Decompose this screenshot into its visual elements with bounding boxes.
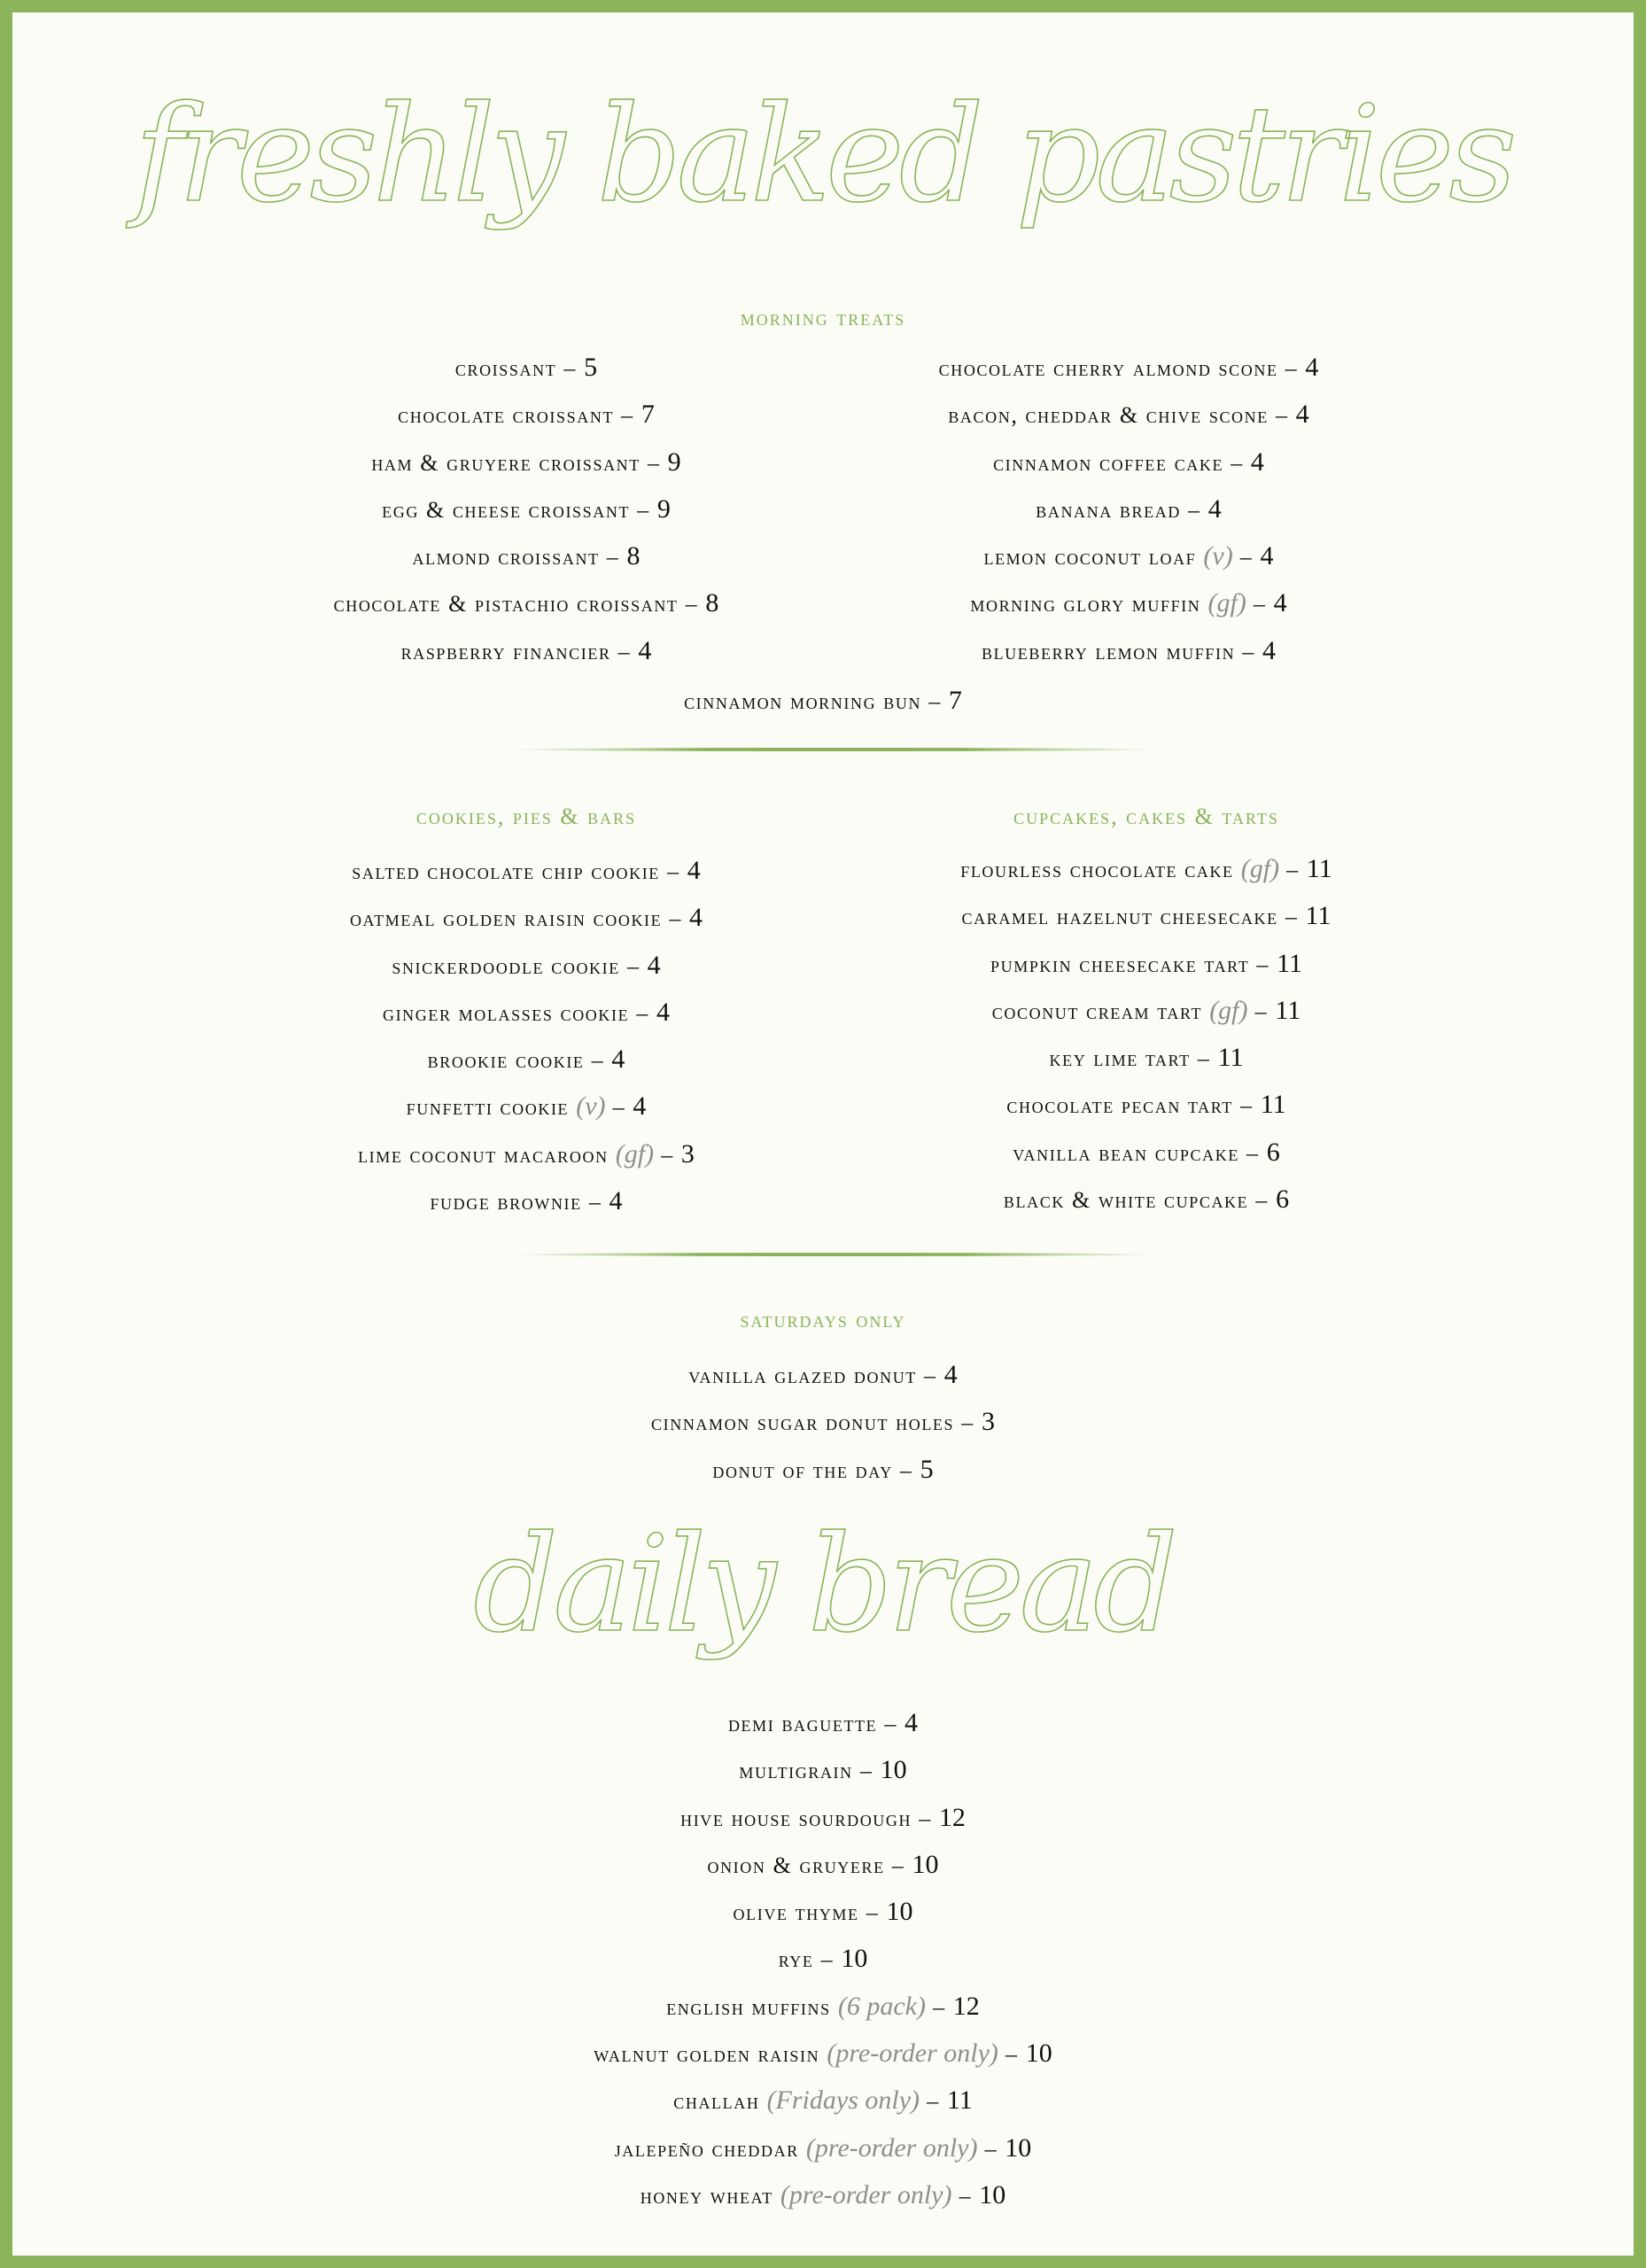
price-dash: –	[884, 1852, 912, 1878]
price-dash: –	[1232, 1092, 1261, 1119]
menu-item-note: (gf)	[1207, 588, 1246, 618]
menu-item	[12, 2124, 1634, 2171]
menu-item-price: 6	[1266, 1137, 1280, 1167]
menu-item-name: croissant	[454, 355, 557, 381]
menu-item	[12, 1446, 1634, 1493]
price-dash: –	[877, 1711, 905, 1736]
menu-item-price: 3	[981, 1407, 995, 1437]
price-dash: –	[951, 2182, 980, 2209]
menu-item-price: 11	[1305, 901, 1332, 931]
menu-item	[234, 391, 819, 438]
price-dash: –	[1268, 402, 1296, 429]
menu-item-name: multigrain	[739, 1758, 853, 1784]
menu-item-name: fudge brownie	[430, 1189, 582, 1216]
menu-item-price: 11	[1275, 995, 1301, 1025]
menu-item	[12, 1398, 1634, 1445]
menu-item-name: walnut golden raisin	[594, 2041, 820, 2068]
menu-item-price: 4	[611, 1045, 625, 1075]
price-dash: –	[998, 2041, 1026, 2068]
menu-item-name: donut of the day	[712, 1456, 893, 1483]
menu-item-name: coconut cream tart	[991, 998, 1203, 1024]
price-dash: –	[1279, 857, 1307, 882]
menu-item-price: 11	[1306, 854, 1332, 883]
menu-item-price: 4	[638, 635, 652, 665]
menu-item-price: 6	[1276, 1184, 1290, 1215]
menu-item	[234, 1036, 819, 1083]
menu-item-price: 4	[905, 1708, 919, 1737]
bread-title: daily bread	[473, 1508, 1173, 1662]
menu-item	[12, 1888, 1634, 1935]
morning-treats-left-list	[234, 344, 819, 674]
price-dash: –	[921, 688, 949, 714]
menu-item	[12, 2171, 1634, 2218]
menu-item	[845, 485, 1412, 532]
menu-item-price: 10	[886, 1897, 913, 1927]
menu-item-price: 4	[633, 1091, 647, 1122]
menu-item	[863, 1129, 1430, 1176]
price-dash: –	[1190, 1045, 1218, 1072]
menu-item-note: (gf)	[1209, 995, 1248, 1025]
price-dash: –	[629, 999, 657, 1026]
menu-item-name: onion & gruyere	[707, 1852, 885, 1878]
menu-item	[234, 627, 819, 674]
menu-item-price: 4	[1295, 400, 1309, 430]
menu-item-name: banana bread	[1036, 496, 1181, 523]
menu-item	[12, 1699, 1634, 1746]
menu-item-name: snickerdoodle cookie	[392, 952, 620, 979]
price-dash: –	[1277, 904, 1306, 930]
menu-item-price: 4	[943, 1360, 958, 1389]
menu-item-name: key lime tart	[1049, 1045, 1191, 1072]
menu-item-price: 4	[1250, 447, 1264, 477]
menu-item-name: vanilla glazed donut	[688, 1363, 917, 1388]
menu-item	[12, 1351, 1634, 1398]
menu-item-price: 10	[880, 1755, 907, 1785]
menu-item	[845, 391, 1412, 438]
menu-item-name: caramel hazelnut cheesecake	[961, 904, 1278, 930]
price-dash: –	[852, 1758, 881, 1784]
menu-item	[234, 532, 819, 579]
price-dash: –	[605, 1094, 633, 1121]
morning-treats-right-list	[845, 344, 1412, 674]
menu-item-name: bacon, cheddar & chive scone	[948, 402, 1269, 429]
menu-item-name: almond croissant	[412, 544, 600, 571]
menu-item-name: rye	[778, 1946, 814, 1973]
menu-item	[234, 894, 819, 941]
cupcakes-heading: cupcakes, cakes & tarts	[1013, 804, 1279, 829]
menu-item	[12, 2077, 1634, 2124]
menu-item	[863, 892, 1430, 939]
price-dash: –	[1223, 449, 1251, 476]
menu-item-price: 10	[979, 2179, 1006, 2210]
menu-item	[12, 2030, 1634, 2077]
menu-item-price: 5	[920, 1454, 934, 1484]
menu-page	[12, 12, 1634, 2256]
saturdays-list	[12, 1351, 1634, 1493]
menu-item	[12, 1794, 1634, 1841]
menu-item	[12, 1935, 1634, 1982]
price-dash: –	[912, 1805, 939, 1831]
bread-list	[12, 1699, 1634, 2218]
menu-item	[845, 532, 1412, 579]
menu-item-name: cinnamon coffee cake	[993, 449, 1224, 476]
menu-item-name: egg & cheese croissant	[382, 496, 631, 523]
menu-item-name: chocolate croissant	[398, 402, 615, 429]
menu-item	[863, 1176, 1430, 1223]
price-dash: –	[630, 496, 657, 523]
price-dash: –	[1277, 355, 1306, 381]
menu-item-name: morning glory muffin	[970, 591, 1201, 617]
menu-item	[845, 579, 1412, 626]
menu-item-note: (v)	[576, 1091, 606, 1122]
menu-item-price: 11	[946, 2085, 973, 2116]
menu-item-name: cinnamon morning bun	[684, 688, 922, 714]
menu-item-price: 10	[841, 1944, 868, 1974]
menu-item	[863, 1081, 1430, 1128]
menu-item	[234, 439, 819, 485]
menu-item	[234, 989, 819, 1036]
menu-item	[234, 1130, 819, 1177]
morning-treats-center-list	[12, 677, 1634, 724]
price-dash: –	[610, 638, 639, 664]
menu-item-price: 4	[1262, 635, 1277, 665]
menu-item	[12, 1841, 1634, 1888]
morning-treats-heading: morning treats	[740, 305, 906, 330]
price-dash: –	[614, 402, 641, 429]
price-dash: –	[1235, 638, 1263, 664]
cookies-list	[234, 847, 819, 1224]
menu-item	[234, 1177, 819, 1224]
cupcakes-list	[863, 845, 1430, 1223]
menu-item-name: lime coconut macaroon	[358, 1141, 609, 1168]
menu-item-name: flourless chocolate cake	[960, 857, 1234, 882]
menu-item	[12, 677, 1634, 724]
menu-item	[234, 579, 819, 626]
menu-item	[12, 1983, 1634, 2030]
menu-item-name: chocolate pecan tart	[1006, 1092, 1233, 1119]
menu-item-price: 4	[609, 1186, 623, 1216]
menu-item	[845, 344, 1412, 391]
menu-item-price: 8	[626, 541, 641, 571]
menu-item-price: 11	[1277, 948, 1302, 978]
price-dash: –	[1180, 496, 1208, 523]
menu-item-price: 12	[952, 1991, 980, 2021]
menu-item-note: (pre-order only)	[780, 2179, 952, 2210]
cookies-heading: cookies, pies & bars	[415, 804, 637, 829]
menu-item-price: 4	[647, 950, 661, 980]
menu-item-name: chocolate & pistachio croissant	[333, 591, 679, 617]
price-dash: –	[659, 858, 687, 884]
menu-item-note: (pre-order only)	[827, 2039, 998, 2069]
section-divider	[511, 748, 1158, 751]
menu-item-price: 4	[656, 997, 671, 1027]
menu-item-name: cinnamon sugar donut holes	[651, 1410, 955, 1436]
price-dash: –	[1246, 591, 1274, 617]
menu-item-note: (gf)	[615, 1138, 655, 1169]
menu-item-note: (v)	[1203, 541, 1233, 571]
price-dash: –	[556, 355, 585, 381]
menu-item-name: ham & gruyere croissant	[371, 449, 641, 476]
menu-item-note: (gf)	[1240, 854, 1280, 883]
price-dash: –	[1247, 998, 1276, 1024]
menu-item-name: funfetti cookie	[406, 1094, 570, 1121]
price-dash: –	[678, 591, 706, 617]
price-dash: –	[916, 1363, 944, 1388]
menu-item	[234, 344, 819, 391]
menu-item-note: (Fridays only)	[766, 2085, 920, 2116]
menu-item-price: 4	[689, 903, 703, 933]
menu-item-price: 9	[656, 493, 671, 524]
price-dash: –	[925, 1993, 953, 2020]
menu-item-price: 9	[667, 447, 681, 477]
menu-item-name: challah	[673, 2088, 760, 2115]
menu-item	[12, 1746, 1634, 1793]
price-dash: –	[654, 1141, 681, 1168]
price-dash: –	[1248, 1187, 1277, 1214]
menu-item	[234, 847, 819, 894]
menu-item-price: 7	[641, 400, 655, 430]
menu-item-price: 4	[1207, 493, 1222, 524]
menu-item-price: 10	[1005, 2132, 1032, 2163]
price-dash: –	[892, 1456, 920, 1483]
menu-item	[845, 439, 1412, 485]
price-dash: –	[858, 1899, 887, 1926]
menu-item-name: hive house sourdough	[680, 1805, 912, 1831]
menu-item-name: demi baguette	[727, 1711, 878, 1736]
menu-item-note: (6 pack)	[837, 1991, 926, 2021]
price-dash: –	[977, 2135, 1005, 2162]
menu-item-price: 4	[1260, 541, 1274, 571]
price-dash: –	[920, 2088, 947, 2115]
menu-item-name: lemon coconut loaf	[983, 544, 1197, 571]
price-dash: –	[619, 952, 648, 979]
menu-item-note: (pre-order only)	[805, 2132, 978, 2163]
menu-item-price: 10	[912, 1849, 939, 1879]
menu-item	[863, 1034, 1430, 1081]
price-dash: –	[813, 1946, 842, 1973]
menu-item-price: 10	[1025, 2039, 1052, 2069]
price-dash: –	[581, 1189, 609, 1216]
menu-item-price: 8	[705, 588, 719, 618]
price-dash: –	[599, 544, 627, 571]
menu-item-price: 11	[1217, 1043, 1244, 1073]
menu-item	[845, 627, 1412, 674]
price-dash: –	[584, 1047, 612, 1074]
menu-item-name: salted chocolate chip cookie	[352, 858, 660, 884]
menu-item-name: vanilla bean cupcake	[1013, 1139, 1239, 1166]
menu-item-price: 12	[938, 1802, 966, 1832]
menu-item-price: 4	[687, 856, 701, 885]
menu-item-name: oatmeal golden raisin cookie	[349, 905, 663, 932]
menu-item-name: raspberry financier	[400, 638, 611, 664]
menu-item-price: 3	[680, 1138, 695, 1169]
saturdays-heading: saturdays only	[740, 1307, 906, 1332]
price-dash: –	[1249, 951, 1277, 977]
menu-item-name: jalepeño cheddar	[614, 2135, 799, 2162]
menu-item-price: 4	[1305, 353, 1319, 382]
menu-item-price: 11	[1260, 1090, 1286, 1120]
menu-item	[863, 987, 1430, 1034]
menu-item-name: black & white cupcake	[1003, 1187, 1249, 1214]
menu-item-name: blueberry lemon muffin	[981, 638, 1236, 664]
menu-item	[234, 485, 819, 532]
menu-item-price: 7	[948, 686, 962, 715]
menu-item	[234, 942, 819, 989]
section-divider	[511, 1253, 1158, 1256]
price-dash: –	[640, 449, 668, 476]
menu-item	[863, 940, 1430, 987]
menu-item	[234, 1083, 819, 1130]
menu-item-name: pumpkin cheesecake tart	[990, 951, 1250, 977]
menu-item-name: ginger molasses cookie	[382, 999, 630, 1026]
menu-item-name: english muffins	[666, 1993, 831, 2020]
price-dash: –	[1232, 544, 1261, 571]
price-dash: –	[662, 905, 690, 932]
menu-item-price: 5	[584, 353, 598, 382]
price-dash: –	[1238, 1139, 1267, 1166]
menu-item-name: chocolate cherry almond scone	[938, 355, 1278, 381]
menu-item-price: 4	[1273, 588, 1287, 618]
pastries-title: freshly baked pastries	[134, 78, 1512, 232]
menu-item-name: brookie cookie	[427, 1047, 585, 1074]
menu-item-name: olive thyme	[733, 1899, 859, 1926]
price-dash: –	[954, 1410, 982, 1436]
menu-item	[863, 845, 1430, 892]
menu-item-name: honey wheat	[640, 2182, 773, 2209]
